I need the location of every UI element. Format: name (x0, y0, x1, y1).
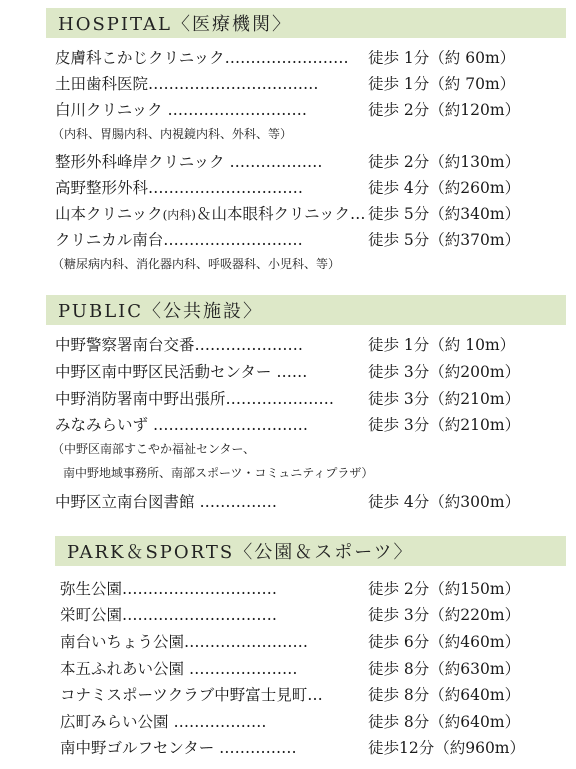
walk-time: 徒歩 2分（約130m） (368, 153, 521, 171)
list-item (60, 737, 297, 759)
facility-name-part: (内科) (162, 208, 196, 222)
walk-time: 徒歩12分（約960m） (368, 739, 526, 757)
walk-time: 徒歩 5分（約370m） (368, 231, 521, 249)
section-title-hospital: HOSPITAL〈医療機関〉 (46, 8, 566, 38)
list-item (55, 334, 303, 356)
walk-time: 徒歩 2分（約120m） (368, 101, 521, 119)
leader-dots: ………………………… (148, 179, 304, 197)
walk-time: 徒歩 8分（約630m） (368, 660, 521, 678)
walk-time: 徒歩 5分（約340m） (368, 205, 521, 223)
walk-time: 徒歩 3分（約210m） (368, 416, 521, 434)
leader-dots: ……………………… (163, 231, 303, 249)
list-item (60, 711, 266, 733)
facility-name: 白川クリニック (55, 101, 168, 119)
facility-name: 中野消防署南中野出張所 (55, 390, 226, 408)
facility-name-part: ＆山本眼科クリニック (195, 205, 351, 223)
facility-name: 南中野ゴルフセンター (60, 739, 220, 757)
facility-name: クリニカル南台 (55, 231, 164, 249)
leader-dots: … (350, 205, 366, 223)
list-item (55, 177, 303, 199)
list-item (55, 491, 277, 513)
leader-dots: …………… (219, 739, 297, 757)
list-item (55, 151, 323, 173)
list-item (60, 604, 277, 626)
walk-time: 徒歩 4分（約260m） (368, 179, 521, 197)
leader-dots: … (307, 686, 323, 704)
walk-time: 徒歩 3分（約200m） (368, 363, 521, 381)
walk-time: 徒歩 1分（約 70m） (368, 75, 516, 93)
leader-dots: …………………… (184, 633, 309, 651)
note-text: （糖尿病内科、消化器内科、呼吸器科、小児科、等） (52, 257, 341, 271)
facility-name: 土田歯科医院 (55, 75, 149, 93)
facility-name: 広町みらい公園 (60, 713, 174, 731)
leader-dots: ………………… (194, 336, 304, 354)
list-item (55, 99, 307, 121)
facility-name: 中野区立南台図書館 (55, 493, 200, 511)
list-item (55, 73, 319, 95)
facility-name: 本五ふれあい公園 (60, 660, 189, 678)
leader-dots: ……………… (229, 153, 323, 171)
note-text: （中野区南部すこやか福祉センター、 (52, 442, 256, 456)
facility-name: 高野整形外科 (55, 179, 149, 197)
list-item (55, 229, 303, 251)
facility-name: みなみらいず (55, 416, 153, 434)
facility-name: 南台いちょう公園 (60, 633, 185, 651)
list-item (55, 47, 349, 69)
list-item (60, 658, 297, 680)
facility-name-part: 山本クリニック (55, 205, 163, 223)
facility-name: 皮膚科こかじクリニック (55, 49, 225, 67)
leader-dots: …………………………… (148, 75, 319, 93)
list-item (55, 203, 366, 226)
walk-time: 徒歩 3分（約210m） (368, 390, 521, 408)
facility-name: 整形外科峰岸クリニック (55, 153, 230, 171)
leader-dots: …………… (199, 493, 277, 511)
leader-dots: ………………………… (122, 606, 278, 624)
leader-dots: ……………………… (167, 101, 307, 119)
facility-name: コナミスポーツクラブ中野富士見町 (60, 686, 308, 704)
leader-dots: ………………………… (122, 580, 278, 598)
walk-time: 徒歩 8分（約640m） (368, 713, 521, 731)
leader-dots: ……………… (173, 713, 267, 731)
leader-dots: …………………… (224, 49, 349, 67)
list-item (60, 578, 277, 600)
list-item (60, 684, 323, 706)
section-title-park-sports: PARK＆SPORTS〈公園＆スポーツ〉 (55, 536, 566, 566)
walk-time: 徒歩 6分（約460m） (368, 633, 521, 651)
facility-name: 中野警察署南台交番 (55, 336, 195, 354)
walk-time: 徒歩 8分（約640m） (368, 686, 521, 704)
leader-dots: …… (276, 363, 308, 381)
section-title-public: PUBLIC〈公共施設〉 (46, 295, 566, 325)
leader-dots: ………………… (188, 660, 298, 678)
walk-time: 徒歩 4分（約300m） (368, 493, 521, 511)
facility-name: 中野区南中野区民活動センター (55, 363, 277, 381)
leader-dots: ………………… (225, 390, 335, 408)
leader-dots: ………………………… (152, 416, 308, 434)
facility-name: 栄町公園 (60, 606, 123, 624)
note-text: 南中野地域事務所、南部スポーツ・コミュニティプラザ） (63, 466, 374, 480)
list-item (55, 414, 308, 436)
walk-time: 徒歩 2分（約150m） (368, 580, 521, 598)
facility-name: 弥生公園 (60, 580, 123, 598)
walk-time: 徒歩 3分（約220m） (368, 606, 521, 624)
list-item (55, 388, 334, 410)
walk-time: 徒歩 1分（約 10m） (368, 336, 516, 354)
note-text: （内科、胃腸内科、内視鏡内科、外科、等） (52, 127, 293, 141)
list-item (60, 631, 308, 653)
list-item (55, 361, 307, 383)
walk-time: 徒歩 1分（約 60m） (368, 49, 516, 67)
